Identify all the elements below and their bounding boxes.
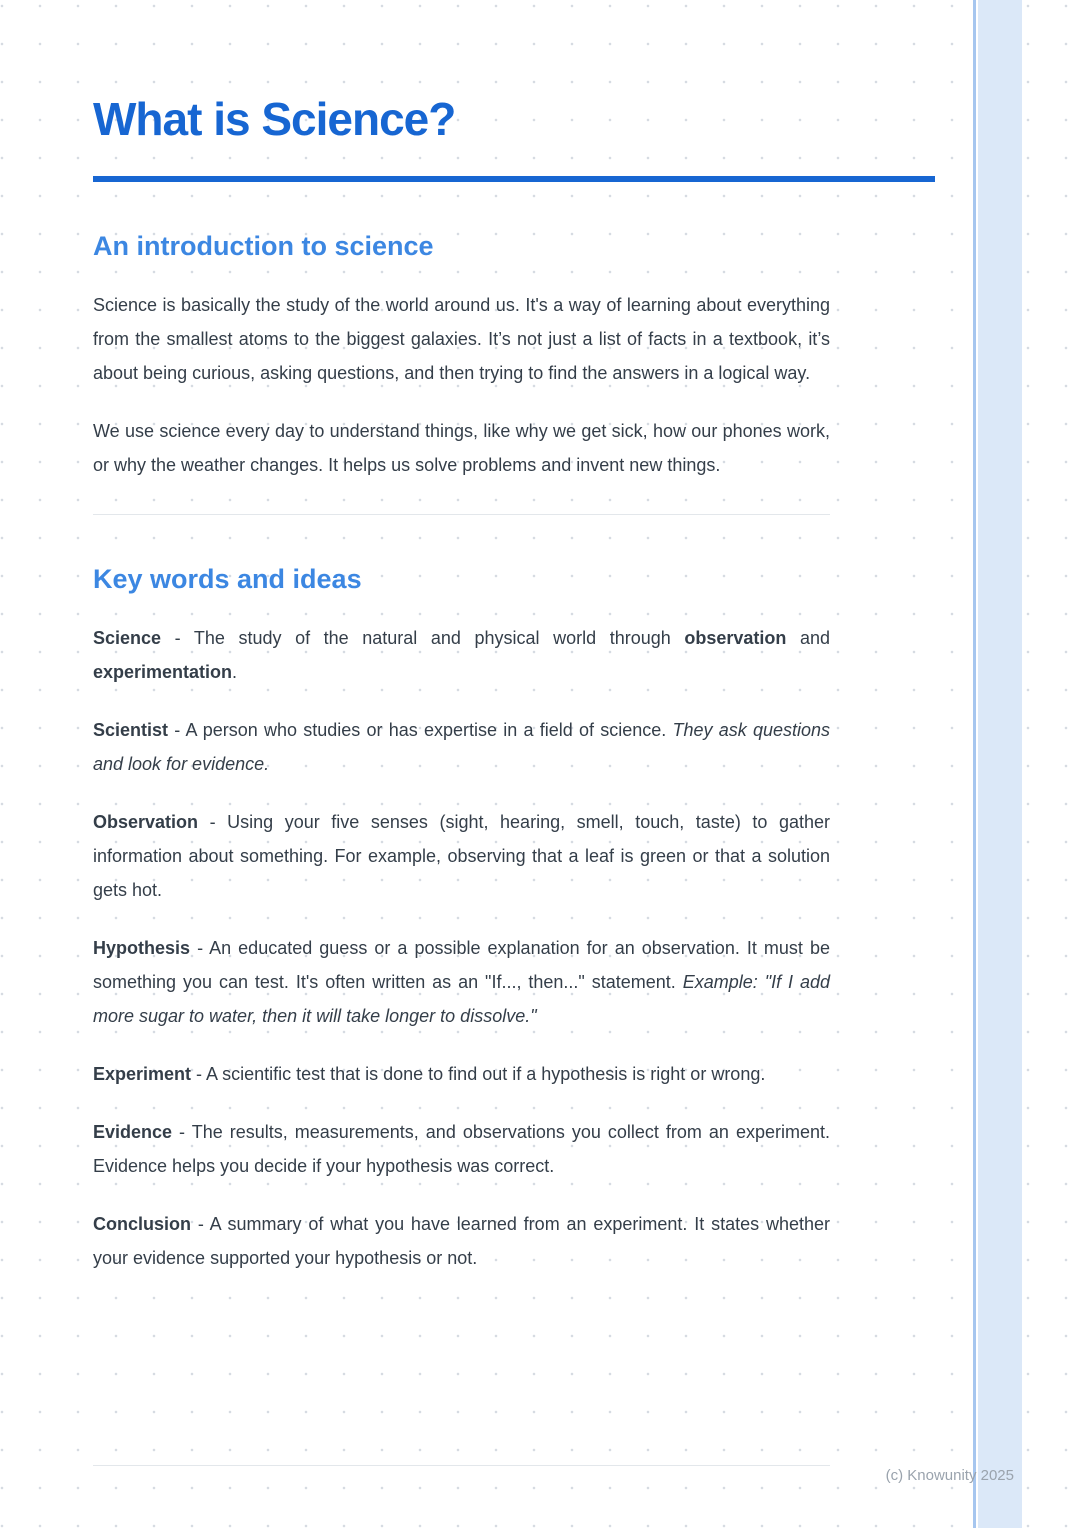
keywords-section-heading: Key words and ideas [93, 564, 362, 594]
section-divider [93, 514, 830, 515]
right-margin-band [978, 0, 1022, 1528]
definition-item [93, 805, 830, 907]
footer-copyright: (c) Knowunity 2025 [885, 1467, 1014, 1484]
text-run: Conclusion [93, 1214, 191, 1234]
right-margin-line [973, 0, 976, 1528]
definition-item [93, 931, 830, 1033]
text-run: Experiment [93, 1064, 192, 1084]
text-run: Evidence [93, 1122, 173, 1142]
text-run: Observation [93, 812, 199, 832]
text-run: experimentation [93, 662, 233, 682]
definition-item [93, 1057, 830, 1091]
footer-rule [93, 1465, 830, 1466]
intro-paragraph-2: We use science every day to understand things, like why we get sick, how our phones work, or why the weather changes. It helps us solve problems and invent new things. [93, 421, 830, 475]
text-run: - A summary of what you have learned from an experiment. It states whether your evidence supported your hypothesis or not. [93, 1214, 830, 1268]
text-run: and [786, 628, 830, 648]
text-run: Science [93, 628, 162, 648]
text-run: They ask questions and look for evidence. [93, 720, 831, 774]
title-underline-rule [93, 176, 935, 182]
text-run: - A person who studies or has expertise in a field of science. [168, 720, 673, 740]
text-run: . [232, 662, 238, 682]
text-run: - Using your five senses (sight, hearing, smell, touch, taste) to gather information about something. For example, observing that a leaf is green or that a solution gets hot. [93, 812, 830, 900]
intro-paragraph-1: Science is basically the study of the world around us. It's a way of learning about everything from the smallest atoms to the biggest galaxies. It’s not just a list of facts in a textbook, it’s about being curious, asking questions, and then trying to find the answers in a logical way. [93, 295, 830, 383]
text-run: - An educated guess or a possible explanation for an observation. It must be something you can test. It's often written as an "If..., then..." statement. [93, 938, 830, 992]
definition-item [93, 1115, 830, 1183]
text-run: - The study of the natural and physical world through [161, 628, 685, 648]
text-run: - The results, measurements, and observations you collect from an experiment. Evidence helps you decide if your hypothesis was correct. [93, 1122, 830, 1176]
definition-item [93, 1207, 830, 1275]
definition-item [93, 713, 830, 781]
definitions-list [93, 621, 830, 1275]
definition-item [93, 621, 830, 689]
text-run: Hypothesis [93, 938, 191, 958]
text-run: - A scientific test that is done to find out if a hypothesis is right or wrong. [191, 1064, 766, 1084]
intro-section-heading: An introduction to science [93, 231, 434, 261]
text-run: Scientist [93, 720, 169, 740]
text-run: observation [684, 628, 787, 648]
text-run: Example: "If I add more sugar to water, then it will take longer to dissolve." [93, 972, 831, 1026]
page-title: What is Science? [93, 93, 456, 145]
